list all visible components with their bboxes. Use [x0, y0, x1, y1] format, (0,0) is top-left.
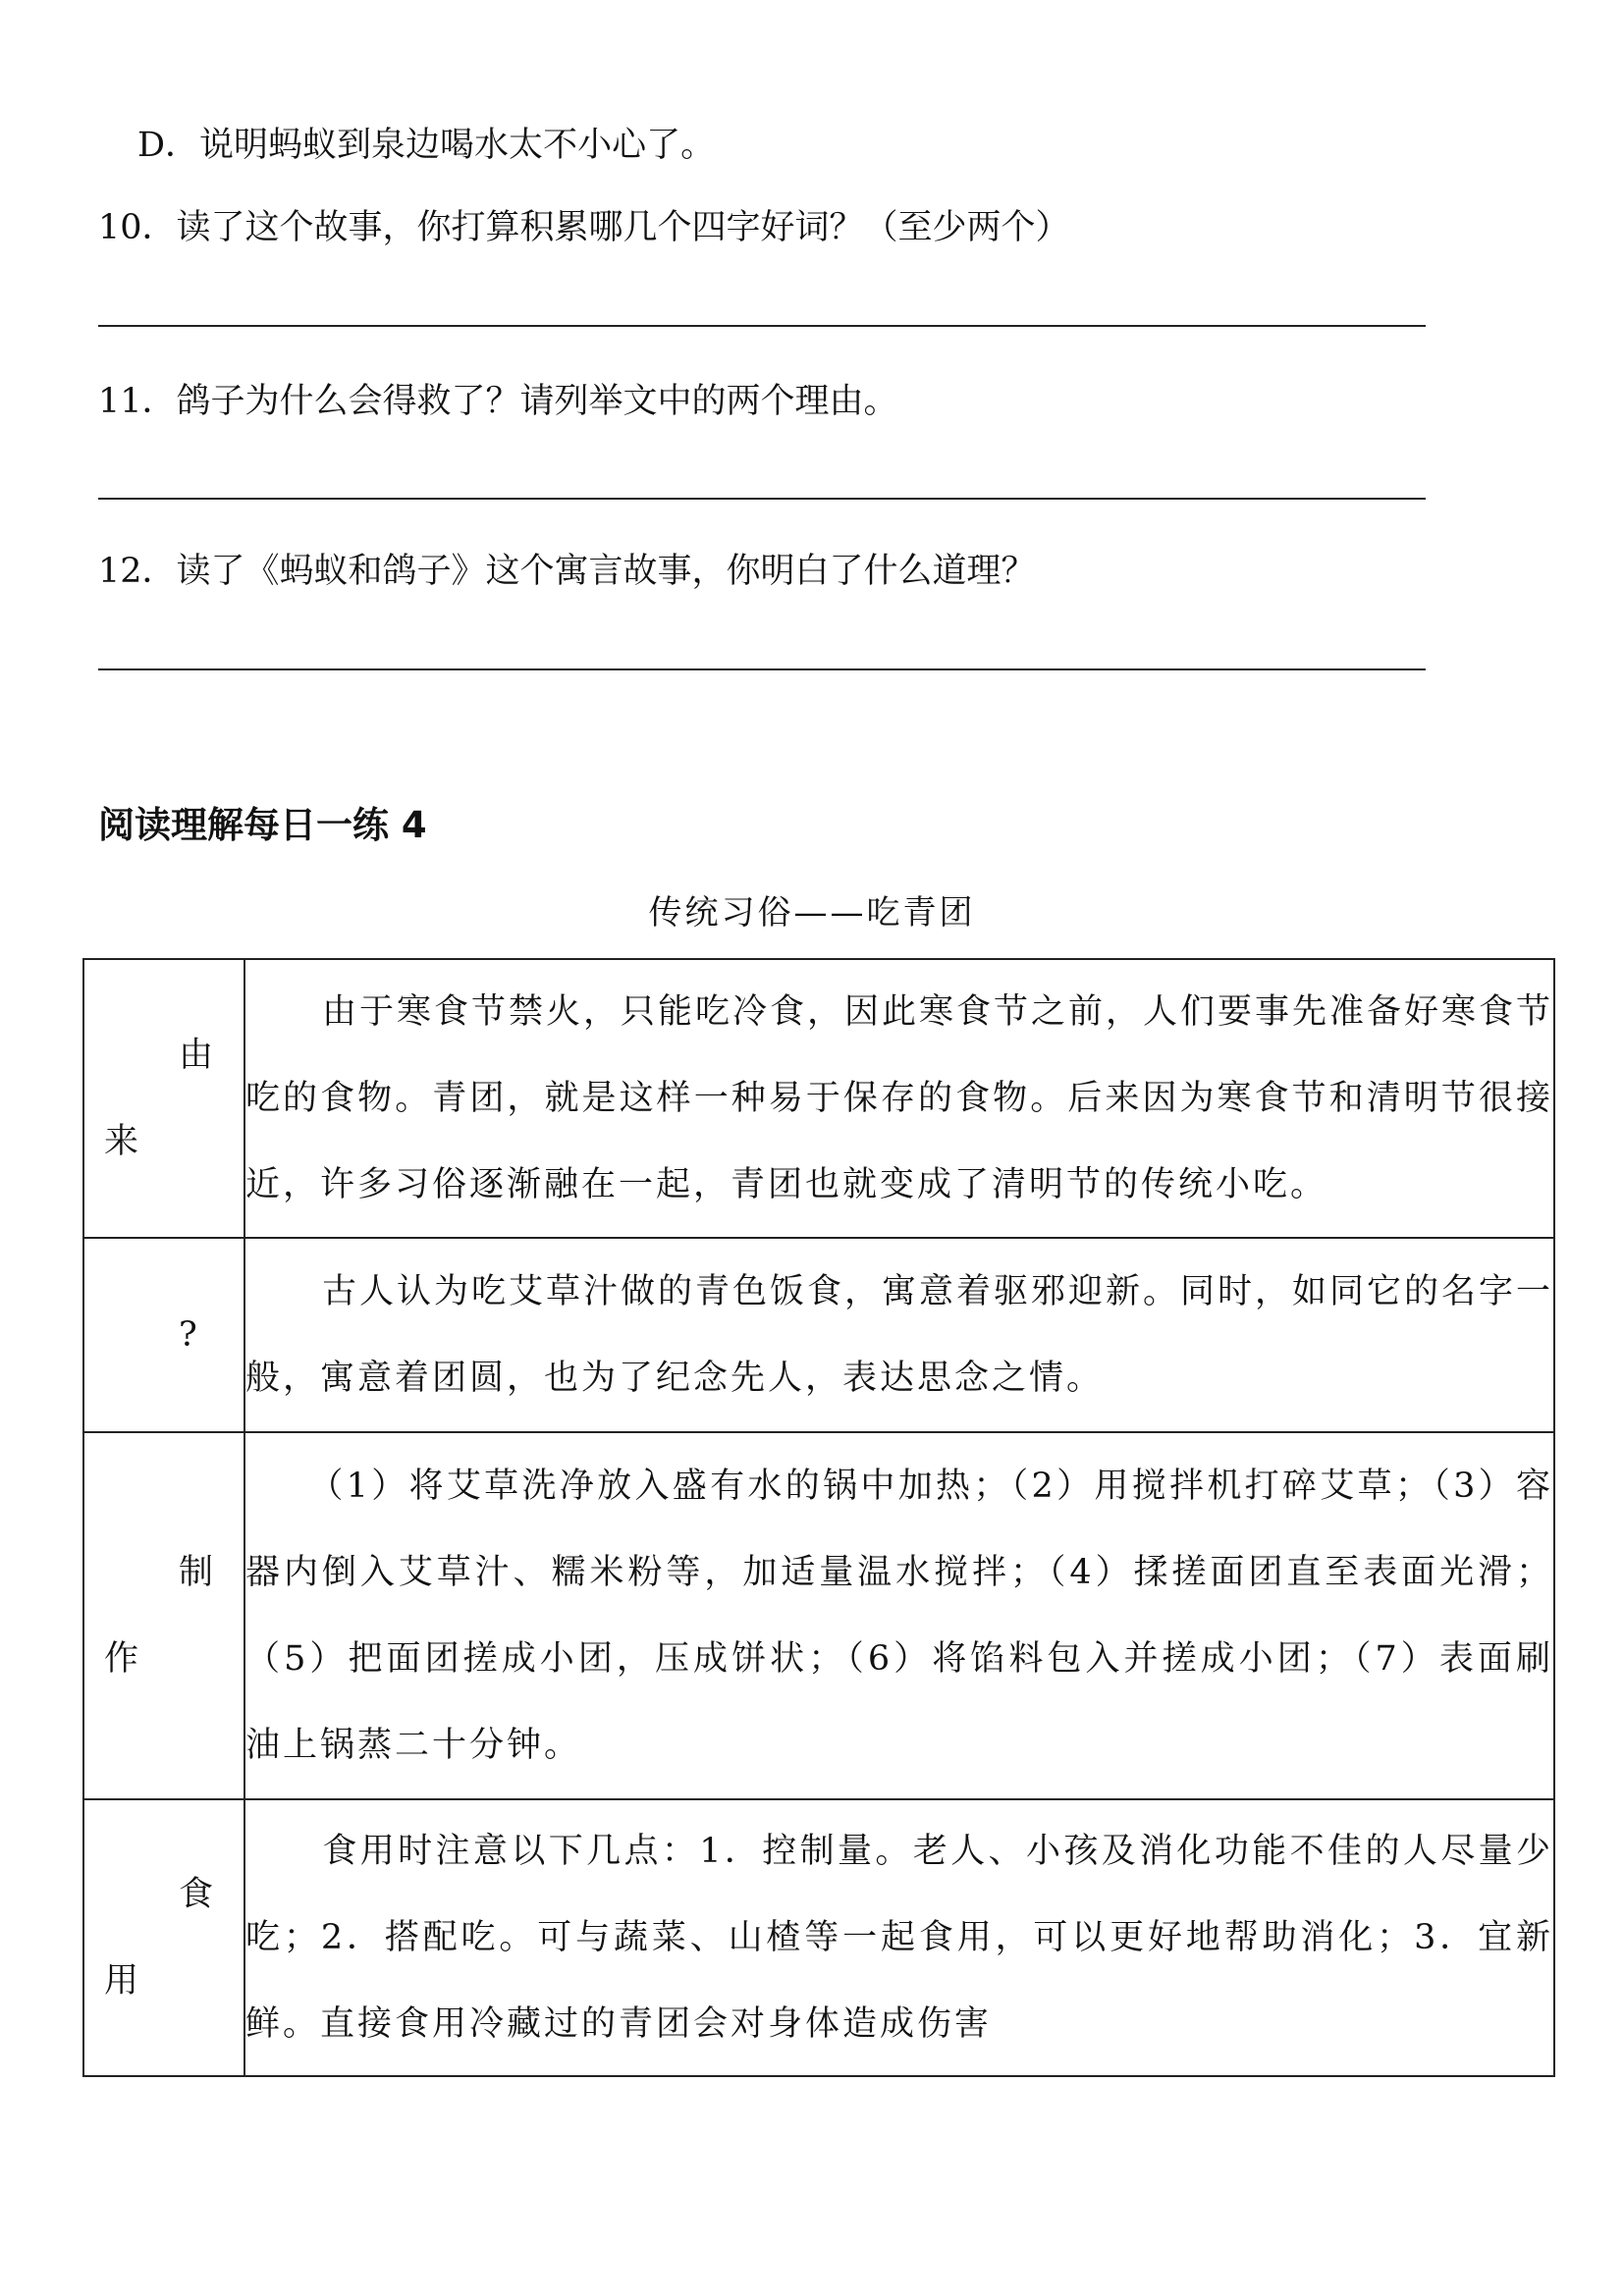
row-label-char-1: 制	[179, 1553, 214, 1592]
question-10: 10．读了这个故事，你打算积累哪几个四字好词？（至少两个）	[98, 208, 1070, 247]
question-9-option-d: D．说明蚂蚁到泉边喝水太不小心了。	[137, 126, 716, 165]
section-title: 阅读理解每日一练 4	[98, 804, 427, 846]
custom-info-table	[82, 958, 1555, 2077]
table-row-eating	[83, 1799, 1554, 2076]
row-label-eating	[83, 1799, 244, 2076]
question-12: 12．读了《蚂蚁和鸽子》这个寓言故事，你明白了什么道理？	[98, 552, 1036, 591]
question-11: 11．鸽子为什么会得救了？请列举文中的两个理由。	[98, 382, 898, 421]
answer-line-11[interactable]	[98, 498, 1426, 500]
row-content-origin	[244, 959, 1554, 1238]
answer-line-12[interactable]	[98, 668, 1426, 670]
table-row-meaning	[83, 1238, 1554, 1432]
row-content-text: 食用时注意以下几点：1．控制量。老人、小孩及消化功能不佳的人尽量少吃；2．搭配吃。可与蔬菜、山楂等一起食用，可以更好地帮助消化；3．宜新鲜。直接食用冷藏过的青团会对身体造成伤害	[245, 1832, 1553, 2044]
row-label-char-2: 作	[104, 1639, 139, 1679]
passage-title: 传统习俗——吃青团	[648, 893, 976, 933]
row-label-char-1: ?	[179, 1315, 197, 1355]
table-row-making	[83, 1432, 1554, 1799]
row-content-meaning	[244, 1238, 1554, 1432]
row-content-text: 古人认为吃艾草汁做的青色饭食，寓意着驱邪迎新。同时，如同它的名字一般，寓意着团圆，也为了纪念先人，表达思念之情。	[245, 1272, 1554, 1398]
answer-line-10[interactable]	[98, 325, 1426, 327]
row-label-origin	[83, 959, 244, 1238]
row-label-char-1: 食	[179, 1875, 214, 1914]
row-content-making	[244, 1432, 1554, 1799]
row-content-eating	[244, 1799, 1554, 2076]
row-label-char-2: 用	[104, 1961, 139, 2001]
row-content-text: （1）将艾草洗净放入盛有水的锅中加热；（2）用搅拌机打碎艾草；（3）容器内倒入艾草汁、糯米粉等，加适量温水搅拌；（4）揉搓面团直至表面光滑；（5）把面团搓成小团，压成饼状；（6）将馅料包入并搓成小团；（7）表面刷油上锅蒸二十分钟。	[245, 1467, 1553, 1765]
row-label-making	[83, 1432, 244, 1799]
row-label-char-2: 来	[104, 1122, 139, 1161]
row-label-char-1: 由	[179, 1036, 214, 1075]
row-content-text: 由于寒食节禁火，只能吃冷食，因此寒食节之前，人们要事先准备好寒食节吃的食物。青团，就是这样一种易于保存的食物。后来因为寒食节和清明节很接近，许多习俗逐渐融在一起，青团也就变成了清明节的传统小吃。	[245, 992, 1554, 1204]
row-label-meaning	[83, 1238, 244, 1432]
table-row-origin	[83, 959, 1554, 1238]
